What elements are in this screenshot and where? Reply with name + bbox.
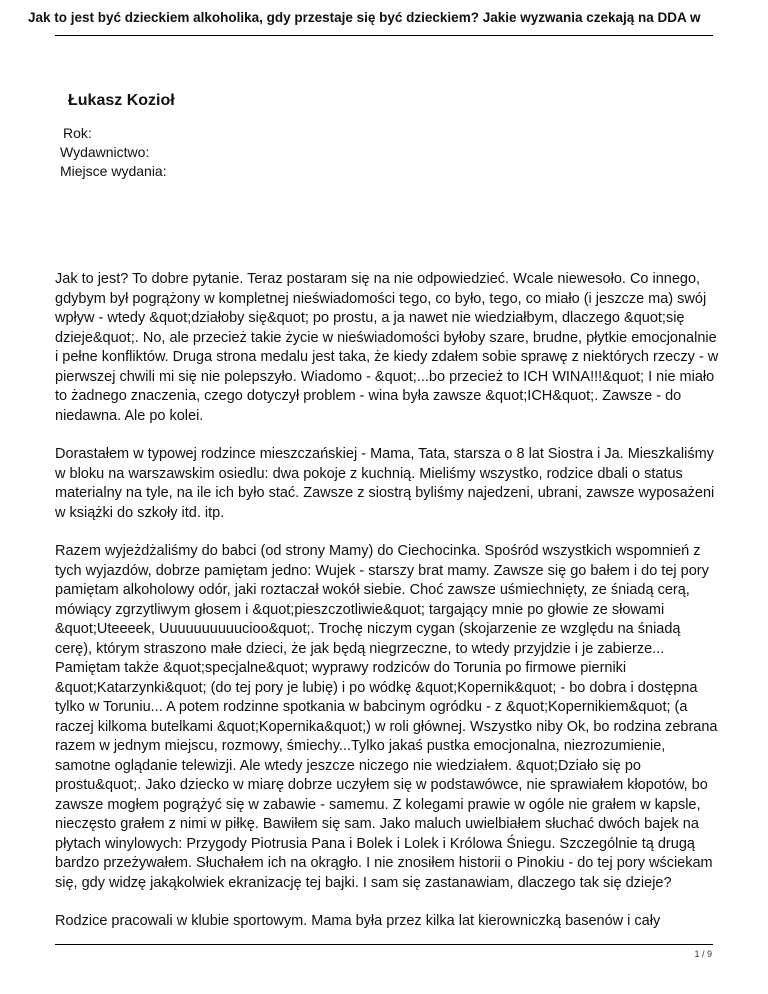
book-metadata xyxy=(60,92,175,181)
author-name: Łukasz Kozioł xyxy=(68,92,175,109)
paragraph-3: Razem wyjeżdżaliśmy do babci (od strony Mamy) do Ciechocinka. Spośród wszystkich wspomnień z tych wyjazdów, dobrze pamiętam jedno: Wujek - starszy brat mamy. Zawsze się go bałem i do tej pory pamiętam alkoholowy odór, jaki roztaczał wokół siebie. Choć zawsze uśmiechnięty, ze śniadą cerą, mówiący zgrzytliwym głosem i &quot;pieszczotliwie&quot; targający mnie po głowie ze słowami &quot;Uteeeek, Uuuuuuuuuucioo&quot;. Trochę niczym cygan (skojarzenie ze względu na śniadą cerę), którym straszono małe dzieci, że jak będą niegrzeczne, to wtedy przyjdzie i je zabierze... Pamiętam także &quot;specjalne&quot; wyprawy rodziców do Torunia po firmowe pierniki &quot;Katarzynki&quot; (do tej pory je lubię) i po wódkę &quot;Kopernik&quot; - bo dobra i dostępna tylko w Toruniu... A potem rodzinne spotkania w babcinym ogródku - z &quot;Kopernikiem&quot; (a raczej kilkoma butelkami &quot;Kopernika&quot;) w roli głównej. Wszystko niby Ok, bo rodzina zebrana razem w jednym miejscu, rozmowy, śmiechy...Tylko jakaś pustka emocjonalna, niezrozumienie, samotne oglądanie telewizji. Ale wtedy jeszcze niczego nie wiedziałem. &quot;Działo się po prostu&quot;. Jako dziecko w miarę dobrze uczyłem się w podstawówce, nie sprawiałem kłopotów, bo zawsze mogłem pogrążyć się w zabawie - samemu. Z kolegami prawie w ogóle nie grałem w kapsle, nieczęsto grałem z nimi w piłkę. Bawiłem się sam. Jako maluch uwielbiałem słuchać dwóch bajek na płytach winylowych: Przygody Piotrusia Pana i Bolek i Lolek i Królowa Śniegu. Szczególnie tą drugą bardzo przeżywałem. Słuchałem ich na okrągło. I nie znosiłem historii o Pinokiu - do tej pory wściekam się, gdy widzę jakąkolwiek ekranizację tej bajki. I sam się zastanawiam, dlaczego tak się dzieje? xyxy=(55,543,718,891)
page-number: 1 / 9 xyxy=(694,949,712,959)
footer-divider xyxy=(55,944,713,945)
article-body xyxy=(55,270,720,951)
paragraph-2: Dorastałem w typowej rodzince mieszczańskiej - Mama, Tata, starsza o 8 lat Siostra i Ja. Mieszkaliśmy w bloku na warszawskim osiedlu: dwa pokoje z kuchnią. Mieliśmy wszystko, rodzice dbali o status materialny na tyle, na ile ich było stać. Zawsze z siostrą byliśmy najedzeni, ubrani, zawsze wyposażeni w książki do szkoły itd. itp. xyxy=(55,446,715,521)
header-divider xyxy=(55,35,713,36)
paragraph-1: Jak to jest? To dobre pytanie. Teraz postaram się na nie odpowiedzieć. Wcale niewesoło. Co innego, gdybym był pogrążony w kompletnej nieświadomości tego, co było, tego, co miało (i jeszcze ma) swój wpływ - wtedy &quot;działoby się&quot; po prostu, a ja nawet nie wiedziałbym, dlaczego &quot;się dzieje&quot;. No, ale przecież takie życie w nieświadomości byłoby szare, brudne, płytkie emocjonalnie i pełne konfliktów. Druga strona medalu jest taka, że kiedy zdałem sobie sprawę z niektórych rzeczy - w pierwszej chwili mi się nie polepszyło. Wiadomo - &quot;...bo przecież to ICH WINA!!!&quot; I nie miało to żadnego znaczenia, czego dotyczył problem - wina była zawsze &quot;ICH&quot;. Zawsze - do niedawna. Ale po kolei. xyxy=(55,271,719,424)
paragraph-4: Rodzice pracowali w klubie sportowym. Mama była przez kilka lat kierowniczką basenów i cały xyxy=(55,913,661,929)
page-header-title: Jak to jest być dzieckiem alkoholika, gdy przestaje się być dzieckiem? Jakie wyzwania czekają na DDA w xyxy=(28,10,701,25)
place-label: Miejsce wydania: xyxy=(60,163,167,179)
year-label: Rok: xyxy=(63,125,92,141)
publisher-label: Wydawnictwo: xyxy=(60,144,150,160)
